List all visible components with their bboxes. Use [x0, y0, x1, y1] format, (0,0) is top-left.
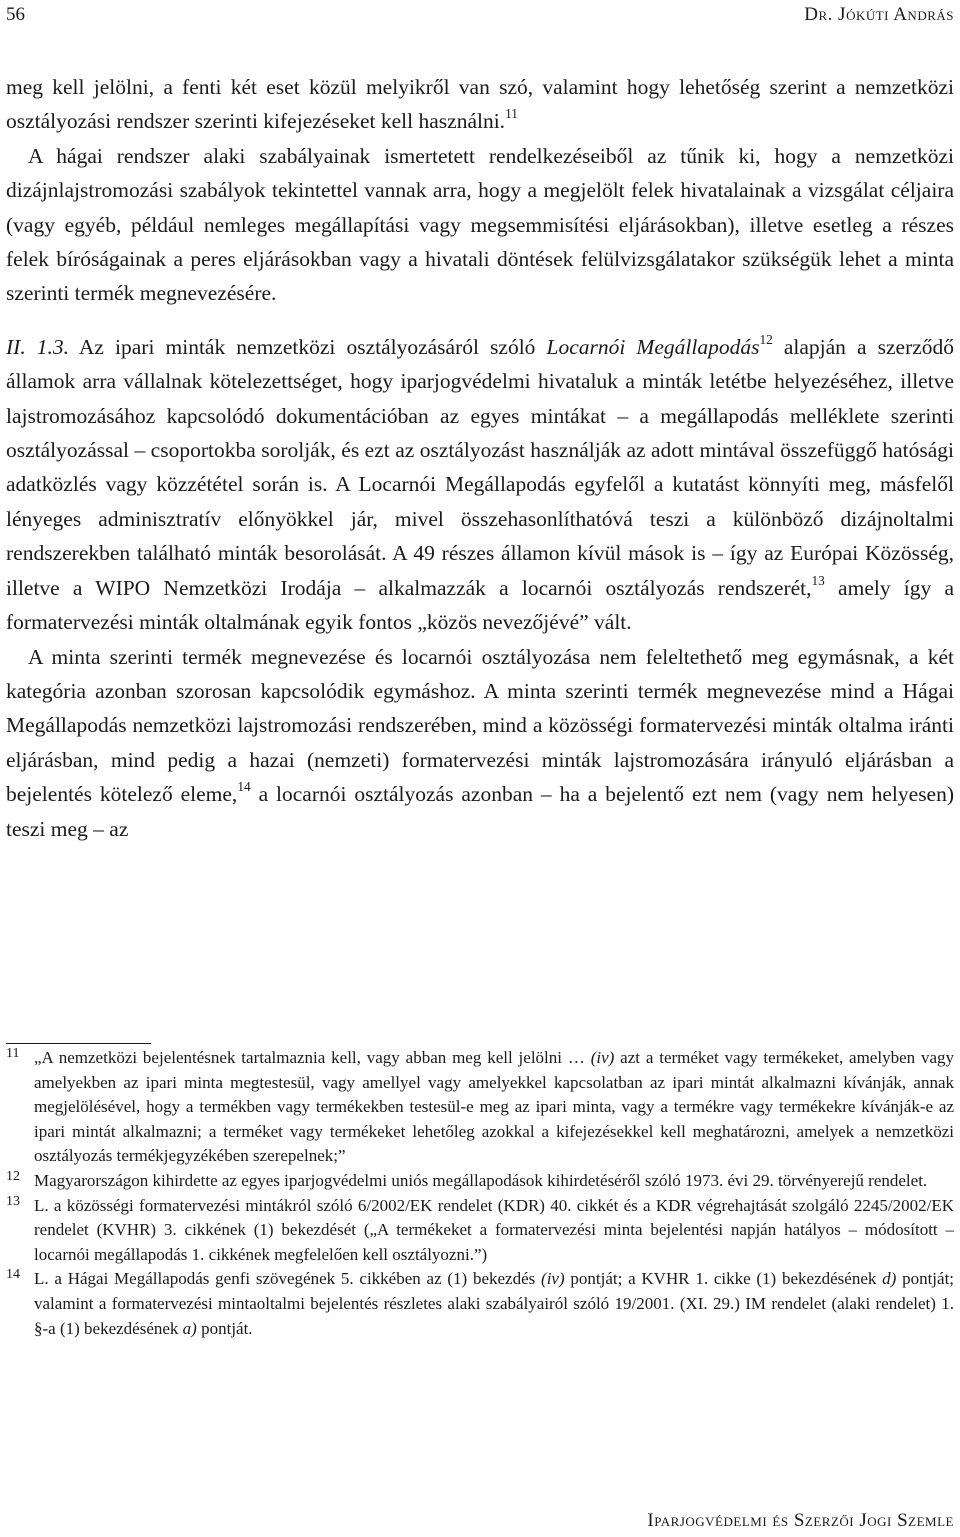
- paragraph-1-text: meg kell jelölni, a fenti két eset közül melyikről van szó, valamint hogy lehetőség szerint a nemzetközi osztályozási rendszer szerinti kifejezéseket kell használni.: [6, 75, 954, 134]
- running-header-author: Dr. Jókúti András: [804, 4, 954, 25]
- footnote-italic: (iv): [590, 1048, 615, 1067]
- footnote-11: [6, 1046, 954, 1169]
- footnote-number: 13: [6, 1193, 20, 1209]
- footnote-number: 11: [6, 1046, 20, 1061]
- footnote-text: pontját.: [201, 1318, 253, 1338]
- running-header: [6, 4, 954, 28]
- running-footer-journal: Iparjogvédelmi és Szerzői Jogi Szemle: [647, 1510, 954, 1531]
- paragraph-4-text-b: a locarnói osztályozás azonban – ha a bejelentő ezt nem (vagy nem helyesen) teszi meg – az: [6, 782, 955, 841]
- footnote-number: 12: [6, 1168, 20, 1184]
- footnote-ref-12[interactable]: 12: [759, 331, 773, 347]
- footnote-text: Magyarországon kihirdette az egyes iparjogvédelmi uniós megállapodások kihirdetéséről szóló 1973. évi 29. törvényerejű rendelet.: [34, 1170, 928, 1190]
- paragraph-3-text-b: alapján a szerződő államok arra vállalnak kötelezettséget, hogy iparjogvédelmi hivataluk a minták letétbe helyezéséhez, illetve lajstromozásához kapcsolódó dokumentációban az egyes mintákat – a megállapodás melléklete szerinti osztályozással – csoportokba sorolják, és ezt az osztályozást használják az adott mintával összefüggő hatósági adatközlés vagy közzététel során is. A Locarnói Megállapodás egyfelől a kutatást könnyíti meg, másfelől lényeges adminisztratív előnyökkel jár, mivel összehasonlíthatóvá teszi a különböző dizájnoltalmi rendszerekben található minták besorolását. A 49 részes államon kívül mások is – így az Európai Közösség, illetve a WIPO Nemzetközi Irodája – alkalmazzák a locarnói osztályozás rendszerét,: [6, 334, 955, 600]
- footnote-14: [6, 1267, 954, 1341]
- footnote-text: azt a terméket vagy termékeket, amelyben vagy amelyekben az ipari minta megtestesül, vagy amellyel vagy amelyekkel kapcsolatban az ipari mintát alkalmazni kívánják, annak megjelölésével, hogy a termékben vagy termékekben testesül-e meg az ipari minta, vagy a termékre vagy termékekre kívánják-e az ipari mintát alkalmazni; a terméket vagy termékeket lehetőleg azokkal a kifejezésekkel kell meghatározni, amelyek a nemzetközi osztályozás termékjegyzékében szerepelnek;”: [34, 1048, 955, 1166]
- footnote-text: „A nemzetközi bejelentésnek tartalmaznia kell, vagy abban meg kell jelölni …: [34, 1048, 585, 1067]
- paragraph-3-text-a: Az ipari minták nemzetközi osztályozásáról szóló: [78, 334, 536, 359]
- paragraph-1: [6, 70, 954, 139]
- footnote-13: [6, 1194, 954, 1268]
- footnote-text: pontját; valamint a formatervezési mintaoltalmi bejelentés részletes alaki szabályairól szóló 19/2001. (XI. 29.) IM rendelet (alaki rendelet) 1. §-a (1) bekezdésének: [34, 1269, 955, 1338]
- footnote-text: L. a közösségi formatervezési mintákról szóló 6/2002/EK rendelet (KDR) 40. cikkét és a KDR végrehajtását szolgáló 2245/2002/EK rendelet (KVHR) 3. cikkének (1) bekezdését („A termékeket a formatervezési minta bejelentési napján hatályos – módosított – locarnói megállapodás 1. cikkének megfelelően kell osztályozni.”): [34, 1195, 954, 1264]
- main-text: [6, 70, 954, 846]
- paragraph-section-II-1-3: [6, 330, 954, 640]
- footnote-italic: a): [182, 1318, 197, 1338]
- page-number: 56: [6, 4, 25, 25]
- paragraph-4-text-a: A minta szerinti termék megnevezése és locarnói osztályozása nem feleltethető meg egymásnak, a két kategória azonban szorosan kapcsolódik egymáshoz. A minta szerinti termék megnevezése mind a Hágai Megállapodás nemzetközi lajstromozási rendszerében, mind a közösségi formatervezési minták oltalma iránti eljárásban, mind pedig a hazai (nemzeti) formatervezési minták lajstromozására irányuló eljárásban a bejelentés kötelező eleme,: [6, 644, 954, 807]
- section-number: II. 1.3.: [6, 334, 70, 359]
- footnote-italic: (iv): [541, 1269, 565, 1289]
- footnote-ref-14[interactable]: 14: [237, 778, 251, 794]
- footnotes: [6, 1046, 954, 1341]
- paragraph-3-text-c: amely így a formatervezési minták oltalmának egyik fontos „közös nevezőjévé” vált.: [6, 575, 954, 635]
- paragraph-4: [6, 640, 954, 846]
- footnote-number: 14: [6, 1267, 20, 1283]
- footnote-italic: d): [882, 1269, 897, 1289]
- footnote-ref-13[interactable]: 13: [811, 572, 825, 588]
- footnote-text: L. a Hágai Megállapodás genfi szövegének 5. cikkében az (1) bekezdés: [34, 1269, 536, 1289]
- paragraph-2: A hágai rendszer alaki szabályainak ismertetett rendelkezéseiből az tűnik ki, hogy a nemzetközi dizájnlajstromozási szabályok tekintettel vannak arra, hogy a megjelölt felek hivatalainak a vizsgálat céljaira (vagy egyéb, például nemleges megállapítási vagy megsemmisítési eljárásokban), illetve esetleg a részes felek bíróságainak a peres eljárásokban vagy a hivatali döntések felülvizsgálatakor szükségük lehet a minta szerinti termék megnevezésére.: [6, 143, 954, 306]
- footnote-12: [6, 1169, 954, 1194]
- footnote-ref-11[interactable]: 11: [505, 106, 518, 122]
- footnote-text: pontját; a KVHR 1. cikke (1) bekezdésének: [570, 1269, 877, 1289]
- agreement-title: Locarnói Megállapodás: [546, 334, 760, 359]
